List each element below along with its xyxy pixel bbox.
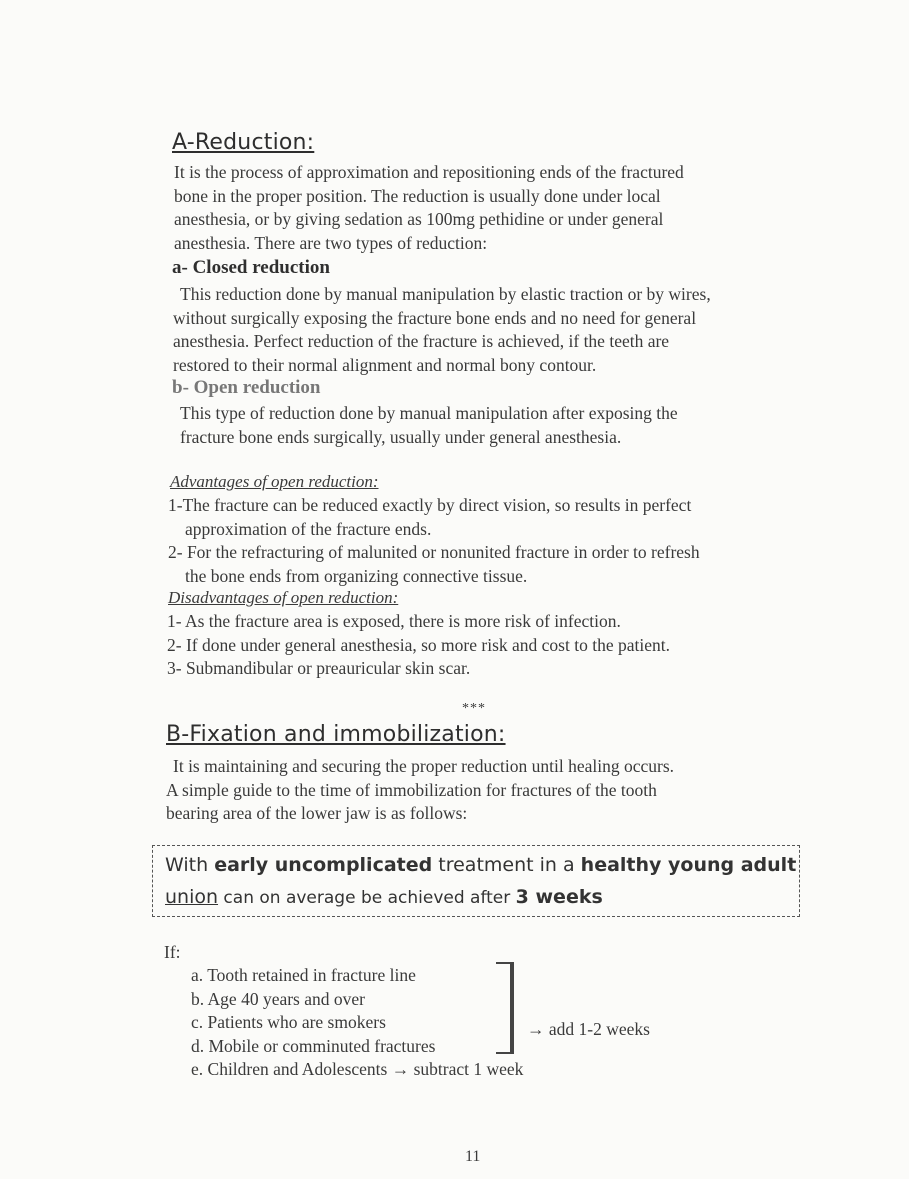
advantages-heading: Advantages of open reduction: — [170, 472, 379, 491]
immobilization-guide-box — [152, 845, 800, 917]
box-text: can on average be achieved after — [218, 888, 516, 908]
box-bold-text: healthy young adult — [580, 854, 797, 876]
intro-line: anesthesia, or by giving sedation as 100mg pethidine or under general — [174, 209, 664, 229]
closed-line: restored to their normal alignment and normal bony contour. — [173, 354, 597, 375]
conditions-bracket — [496, 962, 514, 1054]
section-a-heading: A-Reduction: — [172, 130, 315, 155]
closed-line: without surgically exposing the fracture bone ends and no need for general — [173, 307, 697, 328]
box-text: treatment in a — [432, 854, 581, 876]
if-label: If: — [164, 942, 181, 962]
box-line-2 — [165, 886, 603, 908]
section-b-line: bearing area of the lower jaw is as follows: — [166, 803, 468, 823]
section-b-line: A simple guide to the time of immobilization for fractures of the tooth — [166, 779, 657, 800]
open-reduction-heading: b- Open reduction — [172, 377, 321, 398]
conditions-list — [191, 964, 523, 1082]
condition-item: e. Children and Adolescents → subtract 1 week — [191, 1059, 524, 1079]
condition-item: d. Mobile or comminuted fractures — [191, 1035, 436, 1056]
disadvantages-list — [167, 610, 797, 681]
advantage-item: 1-The fracture can be reduced exactly by direct vision, so results in perfect — [168, 495, 692, 515]
section-b-text — [166, 755, 788, 826]
condition-item: c. Patients who are smokers — [191, 1012, 386, 1032]
section-a-intro — [174, 161, 792, 255]
closed-line: This reduction done by manual manipulation by elastic traction or by wires, — [180, 284, 711, 304]
condition-item: b. Age 40 years and over — [191, 988, 365, 1009]
disadvantage-item: 1- As the fracture area is exposed, there is more risk of infection. — [167, 611, 621, 631]
box-text: With — [165, 854, 215, 876]
intro-line: anesthesia. There are two types of reduction: — [174, 232, 488, 253]
box-bold-text: 3 weeks — [515, 886, 603, 908]
advantage-item: approximation of the fracture ends. — [185, 518, 432, 539]
condition-item: a. Tooth retained in fracture line — [191, 965, 416, 985]
box-line-1 — [165, 854, 796, 876]
page-number: 11 — [465, 1148, 481, 1165]
section-b-heading: B-Fixation and immobilization: — [166, 722, 506, 747]
intro-line: bone in the proper position. The reduction is usually done under local — [174, 185, 661, 206]
closed-reduction-text — [173, 283, 793, 377]
disadvantage-item: 2- If done under general anesthesia, so more risk and cost to the patient. — [167, 634, 670, 655]
advantage-item: 2- For the refracturing of malunited or nonunited fracture in order to refresh — [168, 542, 700, 562]
open-line: This type of reduction done by manual manipulation after exposing the — [180, 403, 678, 423]
disadvantages-heading: Disadvantages of open reduction: — [168, 588, 399, 607]
box-bold-text: early uncomplicated — [214, 854, 433, 876]
intro-line: It is the process of approximation and repositioning ends of the fractured — [174, 162, 684, 182]
closed-reduction-heading: a- Closed reduction — [172, 257, 330, 278]
open-reduction-text — [180, 402, 780, 449]
open-line: fracture bone ends surgically, usually under general anesthesia. — [180, 426, 622, 447]
advantages-list — [168, 494, 798, 588]
add-weeks-note: → add 1-2 weeks — [527, 1019, 650, 1039]
advantage-item: the bone ends from organizing connective tissue. — [185, 565, 528, 586]
separator-asterisks: *** — [462, 701, 486, 716]
closed-line: anesthesia. Perfect reduction of the fracture is achieved, if the teeth are — [173, 331, 670, 351]
disadvantage-item: 3- Submandibular or preauricular skin scar. — [167, 658, 471, 678]
section-b-line: It is maintaining and securing the proper reduction until healing occurs. — [173, 756, 675, 776]
box-underlined-text: union — [165, 886, 219, 908]
